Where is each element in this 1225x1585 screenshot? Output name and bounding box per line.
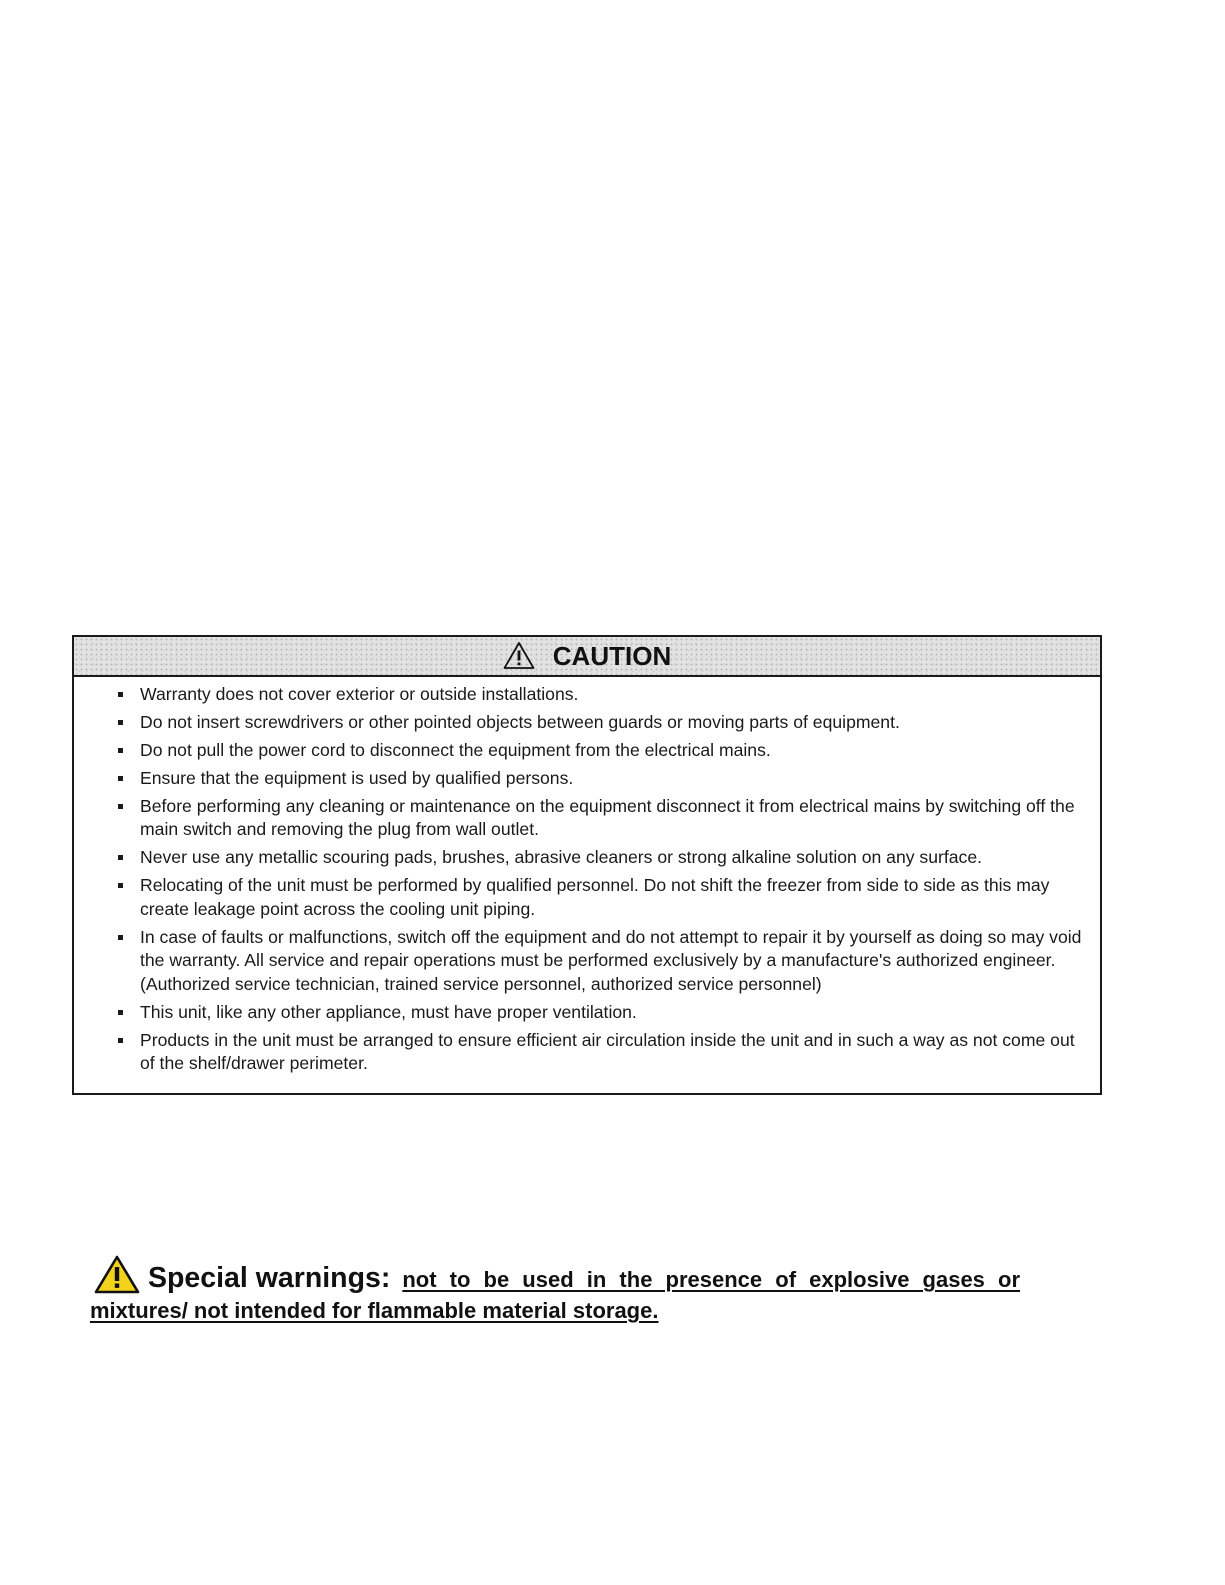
caution-list — [74, 677, 1100, 1075]
caution-box — [72, 635, 1102, 1095]
caution-header — [74, 637, 1100, 677]
caution-item: Before performing any cleaning or maintenance on the equipment disconnect it from electrical mains by switching off the main switch and removing the plug from wall outlet. — [140, 795, 1084, 842]
warning-triangle-icon — [503, 641, 535, 670]
caution-title: CAUTION — [552, 640, 672, 671]
caution-item: Products in the unit must be arranged to ensure efficient air circulation inside the unit and in such a way as not come out of the shelf/drawer perimeter. — [140, 1029, 1084, 1076]
caution-item: In case of faults or malfunctions, switch off the equipment and do not attempt to repair it by yourself as doing so may void the warranty. All service and repair operations must be performed exclusively by a manufacture's authorized engineer. (Authorized service technician, trained service personnel, authorized service personnel) — [140, 926, 1084, 996]
special-warning-text-continued: mixtures/ not intended for flammable material storage. — [90, 1298, 659, 1323]
caution-item: This unit, like any other appliance, must have proper ventilation. — [140, 1001, 1084, 1024]
caution-item: Never use any metallic scouring pads, brushes, abrasive cleaners or strong alkaline solution on any surface. — [140, 846, 1084, 869]
caution-item: Do not insert screwdrivers or other pointed objects between guards or moving parts of equipment. — [140, 711, 1084, 734]
special-warning — [90, 1255, 1090, 1325]
caution-item: Ensure that the equipment is used by qualified persons. — [140, 767, 1084, 790]
special-warning-line — [90, 1255, 1090, 1295]
caution-item: Do not pull the power cord to disconnect the equipment from the electrical mains. — [140, 739, 1084, 762]
caution-item: Warranty does not cover exterior or outside installations. — [140, 683, 1084, 706]
special-warning-text: not to be used in the presence of explosive gases or — [402, 1267, 1021, 1292]
warning-triangle-yellow-icon — [94, 1255, 140, 1295]
caution-item: Relocating of the unit must be performed by qualified personnel. Do not shift the freezer from side to side as this may create leakage point across the cooling unit piping. — [140, 874, 1084, 921]
special-warning-label: Special warnings: — [148, 1262, 391, 1294]
